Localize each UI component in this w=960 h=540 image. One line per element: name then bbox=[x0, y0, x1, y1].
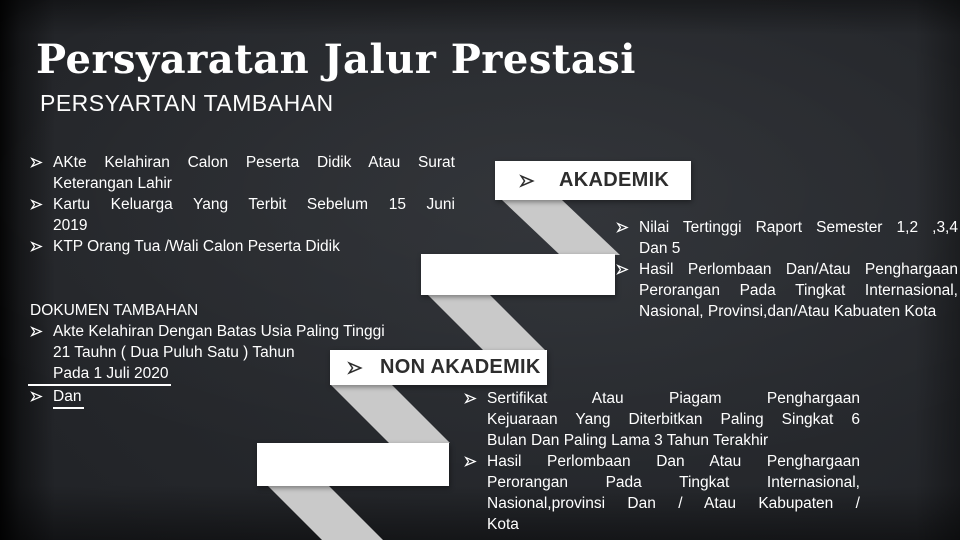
text-line: 2019 bbox=[53, 217, 88, 234]
arrow-bullet-icon bbox=[30, 240, 43, 253]
general-requirements-list bbox=[30, 152, 455, 257]
ribbon-band-1 bbox=[502, 200, 620, 255]
list-item-text bbox=[487, 451, 860, 535]
list-item bbox=[616, 259, 958, 322]
text-line: Kota bbox=[487, 516, 519, 533]
list-item bbox=[30, 236, 455, 257]
list-item bbox=[616, 217, 958, 259]
slide-title: Persyaratan Jalur Prestasi bbox=[36, 36, 636, 83]
section-heading: DOKUMEN TAMBAHAN bbox=[30, 302, 199, 319]
akademik-requirements-list bbox=[616, 217, 958, 322]
underlined-text: Dan bbox=[53, 386, 84, 409]
arrow-bullet-icon bbox=[616, 221, 629, 234]
text-line: KTP Orang Tua /Wali Calon Peserta Didik bbox=[53, 238, 340, 255]
arrow-bullet-icon bbox=[30, 390, 43, 403]
additional-documents-section bbox=[30, 300, 460, 409]
text-line: Kartu Keluarga Yang Terbit Sebelum 15 Juni bbox=[53, 196, 455, 213]
non-akademik-label: NON AKADEMIK bbox=[380, 356, 541, 378]
list-item-line bbox=[53, 363, 460, 386]
arrow-bullet-icon bbox=[464, 455, 477, 468]
text-line: Nilai Tertinggi Raport Semester 1,2 ,3,4 bbox=[639, 219, 958, 236]
additional-documents-list bbox=[30, 321, 460, 409]
list-item-text bbox=[487, 388, 860, 451]
text-line: Hasil Perlombaan Dan Atau Penghargaan bbox=[487, 453, 860, 470]
list-item bbox=[464, 388, 860, 451]
arrow-bullet-icon bbox=[616, 263, 629, 276]
empty-step-box-1 bbox=[421, 254, 615, 295]
underlined-text: Pada 1 Juli 2020 bbox=[28, 363, 171, 386]
list-item-line: 21 Tauhn ( Dua Puluh Satu ) Tahun bbox=[53, 344, 295, 361]
text-line: Nasional,provinsi Dan / Atau Kabupaten / bbox=[487, 495, 860, 512]
text-line: Perorangan Pada Tingkat Internasional, bbox=[639, 282, 958, 299]
list-item bbox=[30, 152, 455, 194]
arrow-bullet-icon bbox=[519, 173, 535, 189]
arrow-bullet-icon bbox=[30, 325, 43, 338]
text-line: AKte Kelahiran Calon Peserta Didik Atau Surat bbox=[53, 154, 455, 171]
text-line: Keterangan Lahir bbox=[53, 175, 172, 192]
list-item-text bbox=[53, 236, 455, 257]
text-line: Hasil Perlombaan Dan/Atau Penghargaan bbox=[639, 261, 958, 278]
text-line: Sertifikat Atau Piagam Penghargaan bbox=[487, 390, 860, 407]
arrow-bullet-icon bbox=[464, 392, 477, 405]
empty-step-box-2 bbox=[257, 443, 449, 486]
list-item-text bbox=[53, 194, 455, 236]
list-item-line: Akte Kelahiran Dengan Batas Usia Paling Tinggi bbox=[53, 323, 385, 340]
akademik-label: AKADEMIK bbox=[559, 169, 670, 191]
list-item bbox=[30, 321, 460, 386]
ribbon-band-4 bbox=[268, 486, 383, 540]
text-line: Nasional, Provinsi,dan/Atau Kabuaten Kota bbox=[639, 303, 937, 320]
list-item-text bbox=[639, 259, 958, 322]
list-item bbox=[30, 194, 455, 236]
akademik-step-box bbox=[495, 161, 691, 200]
list-item bbox=[30, 386, 460, 409]
slide-subtitle: PERSYARTAN TAMBAHAN bbox=[40, 90, 334, 116]
text-line: Perorangan Pada Tingkat Internasional, bbox=[487, 474, 860, 491]
arrow-bullet-icon bbox=[30, 198, 43, 211]
text-line: Dan 5 bbox=[639, 240, 681, 257]
list-item bbox=[464, 451, 860, 535]
list-item-text bbox=[53, 152, 455, 194]
list-item-text bbox=[639, 217, 958, 259]
text-line: Bulan Dan Paling Lama 3 Tahun Terakhir bbox=[487, 432, 769, 449]
text-line: Kejuaraan Yang Diterbitkan Paling Singkat 6 bbox=[487, 411, 860, 428]
non-akademik-requirements-list bbox=[464, 388, 860, 535]
arrow-bullet-icon bbox=[30, 156, 43, 169]
